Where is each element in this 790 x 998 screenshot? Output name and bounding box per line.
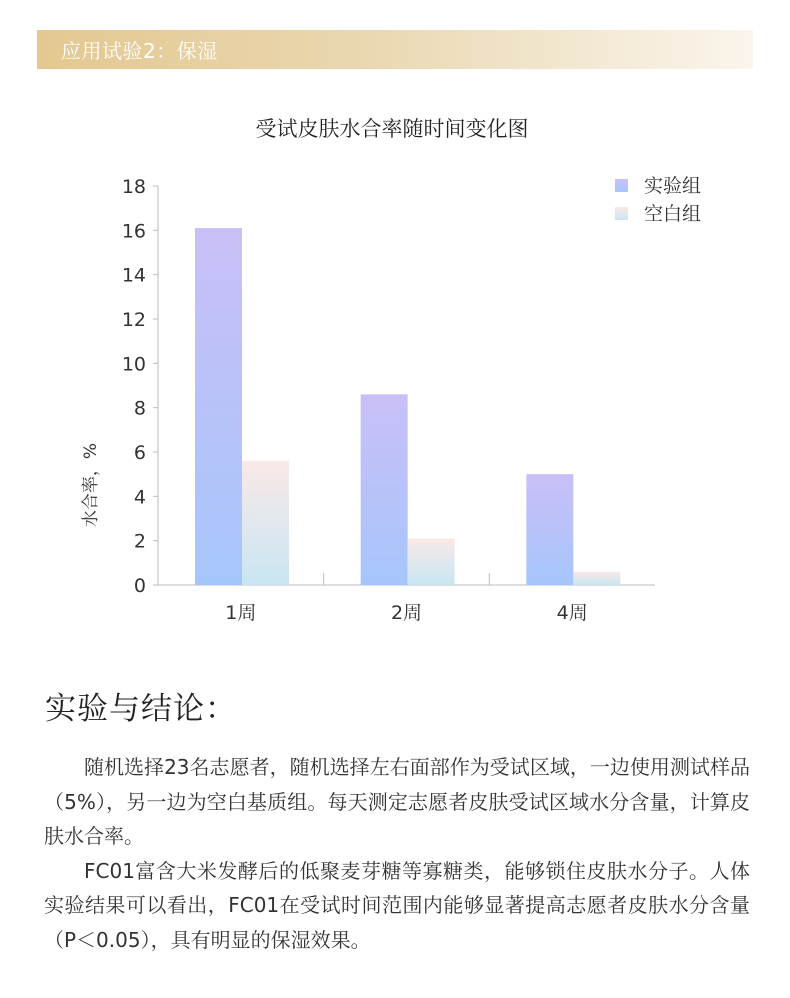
y-tick-label: 2	[133, 530, 146, 553]
y-tick-label: 18	[121, 176, 146, 198]
legend-swatch	[615, 207, 628, 220]
banner-title: 应用试验2：保湿	[61, 39, 218, 63]
bar-实验组-1周	[195, 228, 242, 585]
bar-空白组-1周	[242, 461, 289, 585]
bar-实验组-4周	[526, 474, 573, 585]
legend-swatch	[615, 179, 628, 192]
bar-空白组-2周	[408, 538, 455, 585]
conclusion-paragraph-1: 随机选择23名志愿者，随机选择左右面部作为受试区域，一边使用测试样品（5%），另一边为空白基质组。每天测定志愿者皮肤受试区域水分含量，计算皮肤水合率。	[44, 755, 750, 848]
bar-实验组-2周	[361, 394, 408, 585]
legend-label: 实验组	[644, 175, 702, 197]
chart-title: 受试皮肤水合率随时间变化图	[255, 117, 529, 141]
x-tick-label: 2周	[390, 602, 423, 624]
y-tick-label: 8	[133, 397, 146, 420]
y-tick-label: 14	[121, 264, 146, 287]
x-tick-label: 1周	[225, 602, 257, 624]
chart-bars	[195, 228, 620, 585]
conclusion-paragraph-2: FC01富含大米发酵后的低聚麦芽糖等寡糖类，能够锁住皮肤水分子。人体实验结果可以看出，FC01在受试时间范围内能够显著提高志愿者皮肤水分含量（P＜0.05），具有明显的保湿效果。	[44, 858, 750, 952]
y-tick-label: 10	[121, 353, 146, 376]
y-tick-label: 4	[133, 486, 146, 509]
conclusion-body	[44, 750, 750, 957]
hydration-bar-chart	[0, 100, 790, 640]
y-tick-label: 0	[133, 575, 146, 597]
legend-label: 空白组	[644, 203, 702, 225]
x-tick-label: 4周	[556, 602, 588, 624]
y-tick-label: 6	[133, 442, 146, 464]
bar-空白组-4周	[573, 572, 620, 585]
chart-legend	[615, 175, 701, 225]
y-axis-label: 水合率，%	[81, 442, 101, 528]
y-tick-label: 12	[121, 309, 146, 331]
conclusion-title: 实验与结论：	[45, 691, 237, 727]
y-tick-label: 16	[121, 220, 146, 243]
section-banner	[37, 30, 753, 69]
